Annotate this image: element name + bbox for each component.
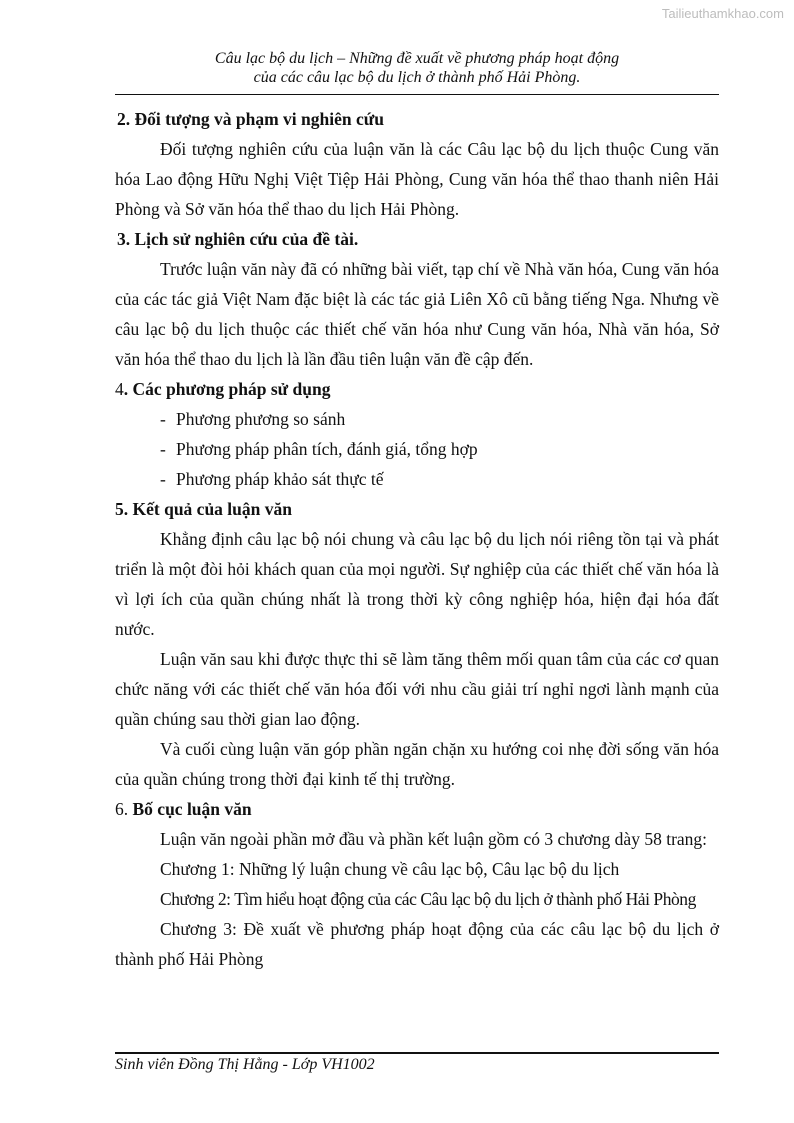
section-5-heading: 5. Kết quả của luận văn	[115, 499, 292, 519]
method-item: - Phương pháp phân tích, đánh giá, tổng hợp	[160, 439, 478, 459]
section-4-number: 4	[115, 379, 124, 399]
page-header	[115, 49, 719, 87]
section-5-paragraph-3: Và cuối cùng luận văn góp phần ngăn chặn xu hướng coi nhẹ đời sống văn hóa của quần chúng trong thời đại kinh tế thị trường.	[115, 739, 719, 789]
footer-divider	[115, 1052, 719, 1054]
chapter-2-line: Chương 2: Tìm hiểu hoạt động của các Câu lạc bộ du lịch ở thành phố Hải Phòng	[160, 889, 696, 909]
section-4-title: . Các phương pháp sử dụng	[123, 379, 331, 399]
section-2-paragraph: Đối tượng nghiên cứu của luận văn là các Câu lạc bộ du lịch thuộc Cung văn hóa Lao động Hữu Nghị Việt Tiệp Hải Phòng, Cung văn hóa thể thao thanh niên Hải Phòng và Sở văn hóa thể thao du lịch Hải Phòng.	[115, 139, 719, 219]
section-5-paragraph-1: Khẳng định câu lạc bộ nói chung và câu lạc bộ du lịch nói riêng tồn tại và phát triển là một đòi hỏi khách quan của mọi người. Sự nghiệp của các thiết chế văn hóa là vì lợi ích của quần chúng nhất là trong thời kỳ công nghiệp hóa, hiện đại hóa đất nước.	[115, 529, 719, 639]
section-3-heading: 3. Lịch sử nghiên cứu của đề tài.	[117, 229, 359, 249]
page-footer: Sinh viên Đồng Thị Hằng - Lớp VH1002	[115, 1056, 375, 1073]
chapter-1-line: Chương 1: Những lý luận chung về câu lạc bộ, Câu lạc bộ du lịch	[160, 859, 620, 879]
section-6-number: 6.	[115, 799, 133, 819]
section-2-heading: 2. Đối tượng và phạm vi nghiên cứu	[117, 109, 384, 129]
chapter-3-line: Chương 3: Đề xuất về phương pháp hoạt động của các câu lạc bộ du lịch ở thành phố Hải Phòng	[115, 919, 719, 969]
method-item-text: Phương pháp khảo sát thực tế	[176, 469, 384, 489]
header-line-1: Câu lạc bộ du lịch – Những đề xuất về phương pháp hoạt động	[214, 50, 620, 67]
section-4-heading	[115, 374, 719, 404]
section-6-title: Bố cục luận văn	[132, 799, 252, 819]
section-6-paragraph-1: Luận văn ngoài phần mở đầu và phần kết luận gồm có 3 chương dày 58 trang:	[160, 829, 708, 849]
section-3-paragraph: Trước luận văn này đã có những bài viết, tạp chí về Nhà văn hóa, Cung văn hóa của các tác giả Việt Nam đặc biệt là các tác giả Liên Xô cũ bằng tiếng Nga. Nhưng về câu lạc bộ du lịch thuộc các thiết chế văn hóa như Cung văn hóa, Nhà văn hóa, Sở văn hóa thể thao du lịch là lần đầu tiên luận văn đề cập đến.	[115, 259, 719, 369]
watermark: Tailieuthamkhao.com	[661, 6, 784, 21]
section-6-heading	[115, 794, 719, 824]
method-item-text: Phương phương so sánh	[176, 409, 346, 429]
method-item: - Phương phương so sánh	[160, 409, 346, 429]
header-divider	[115, 94, 719, 95]
method-item-text: Phương pháp phân tích, đánh giá, tổng hợp	[176, 439, 478, 459]
document-body	[115, 104, 719, 974]
method-item: - Phương pháp khảo sát thực tế	[160, 469, 384, 489]
header-line-2: của các câu lạc bộ du lịch ở thành phố Hải Phòng.	[253, 69, 581, 86]
section-5-paragraph-2: Luận văn sau khi được thực thi sẽ làm tăng thêm mối quan tâm của các cơ quan chức năng với các thiết chế văn hóa đối với nhu cầu giải trí nghỉ ngơi lành mạnh của quần chúng sau thời gian lao động.	[115, 649, 719, 729]
